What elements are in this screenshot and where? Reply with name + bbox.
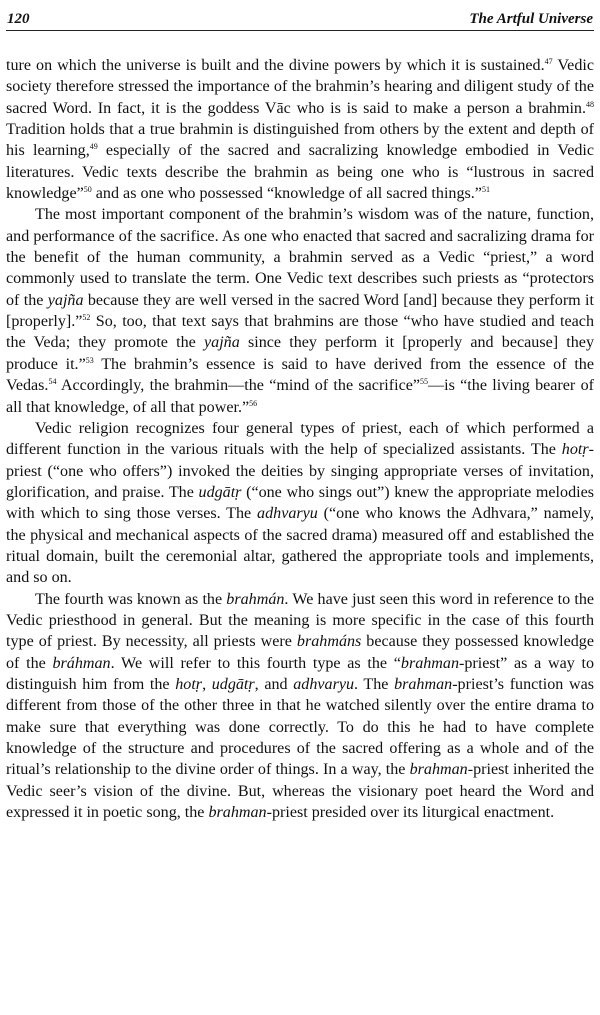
page-body <box>6 55 594 823</box>
text-run: . The <box>354 675 395 693</box>
italic-term: brahmáns <box>296 633 362 651</box>
text-run: Vedic society therefore stressed the importance of the brahmin’s hearing and diligent study of the sacred Word. In fact, it is the goddess Vāc who is is said to make a person a brahmin. <box>6 57 594 117</box>
italic-term: brahman <box>409 761 468 779</box>
paragraph-1 <box>6 55 594 204</box>
text-run: especially of the sacred and sacralizing knowledge embodied in Vedic literatures. Vedic texts describe the brahmin as being one who is “lustrous in sacred knowledge” <box>6 142 594 203</box>
footnote-marker: 51 <box>481 185 490 195</box>
text-run: —is “the living bearer of all that knowledge, of all that power.” <box>6 377 594 416</box>
footnote-marker: 50 <box>83 185 92 195</box>
text-run: , <box>202 675 212 693</box>
text-run: The fourth was known as the <box>35 590 227 608</box>
text-run: Vedic religion recognizes four general types of priest, each of which performed a different function in the various rituals with the help of specialized assistants. The <box>6 419 594 459</box>
italic-term: brahman <box>400 654 460 672</box>
paragraph-2 <box>6 204 594 417</box>
italic-term: brahman <box>208 804 267 822</box>
text-run: (“one who sings out”) knew the appropriate melodies with which to sing those verses. The <box>6 483 594 523</box>
footnote-marker: 56 <box>249 398 258 408</box>
italic-term: hotṛ <box>561 441 589 459</box>
italic-term: brahman <box>394 675 453 693</box>
paragraph-4 <box>6 589 594 824</box>
italic-term: adhvaryu <box>293 675 355 693</box>
text-run: -priest (“one who offers”) invoked the deities by singing appropriate verses of invitation, glorification, and praise. The <box>6 441 594 501</box>
running-header <box>6 6 594 31</box>
footnote-marker: 49 <box>89 142 98 152</box>
italic-term: udgātṛ <box>198 483 242 501</box>
italic-term: adhvaryu <box>257 505 318 523</box>
page-number: 120 <box>7 11 30 27</box>
footnote-marker: 48 <box>586 99 594 109</box>
italic-term: udgātṛ <box>211 675 255 693</box>
footnote-marker: 53 <box>85 355 94 365</box>
italic-term: hotṛ <box>175 675 203 693</box>
text-run: ture on which the universe is built and the divine powers by which it is sustained. <box>6 57 545 74</box>
text-run: -priest inherited the Vedic seer’s vision of the divine. But, whereas the visionary poet heard the Word and expressed it in poetic song, the <box>6 761 594 822</box>
text-run: because they are well versed in the sacred Word [and] because they perform it [properly].” <box>6 291 594 331</box>
text-run: So, too, that text says that brahmins are those “who have studied and teach the Veda; they promote the <box>6 313 594 352</box>
text-run: and as one who possessed “knowledge of all sacred things.” <box>91 185 482 203</box>
text-run: . We have just seen this word in reference to the Vedic priesthood in general. But the meaning is more specific in the case of this fourth type of priest. By necessity, all priests were <box>6 590 595 651</box>
running-title: The Artful Universe <box>469 11 593 27</box>
text-run: Tradition holds that a true brahmin is distinguished from others by the extent and depth of his learning, <box>6 121 594 160</box>
text-run: (“one who knows the Adhvara,” namely, the physical and mechanical aspects of the sacred drama) measured off and established the ritual domain, built the ceremonial altar, gathered the appropriate tools and implements, and so on. <box>6 505 594 587</box>
paragraph-3 <box>6 418 594 589</box>
text-run: since they perform it [properly and because] they produce it.” <box>6 334 594 373</box>
text-run: -priest’s function was different from those of the other three in that he watched silently over the entire drama to make sure that everything was done correctly. To do this he had to have complete knowledge of the structure and procedures of the sacred offering as a whole and of the ritual’s relationship to the divine order of things. In a way, the <box>6 675 595 779</box>
text-run: , and <box>254 675 294 693</box>
footnote-marker: 55 <box>420 377 429 387</box>
italic-term: yajña <box>204 334 240 352</box>
footnote-marker: 54 <box>48 377 57 387</box>
italic-term: yajña <box>47 291 84 309</box>
text-run: -priest presided over its liturgical enactment. <box>266 804 555 822</box>
text-run: Accordingly, the brahmin—the “mind of the sacrifice” <box>56 377 421 395</box>
italic-term: brahmán <box>226 590 285 608</box>
italic-term: bráhman <box>52 654 111 672</box>
footnote-marker: 52 <box>82 313 91 323</box>
text-run: -priest” as a way to distinguish him from the <box>6 654 594 693</box>
text-run: . We will refer to this fourth type as the “ <box>110 654 401 672</box>
text-run: The most important component of the brahmin’s wisdom was of the nature, function, and performance of the sacrifice. As one who enacted that sacred and sacralizing drama for the benefit of the human community, a brahmin served as a Vedic “priest,” a word commonly used to translate the term. One Vedic text describes such priests as “protectors of the <box>6 206 594 309</box>
text-run: The brahmin’s essence is said to have derived from the essence of the Vedas. <box>6 355 594 395</box>
footnote-marker: 47 <box>544 57 553 66</box>
text-run: because they possessed knowledge of the <box>6 633 594 672</box>
